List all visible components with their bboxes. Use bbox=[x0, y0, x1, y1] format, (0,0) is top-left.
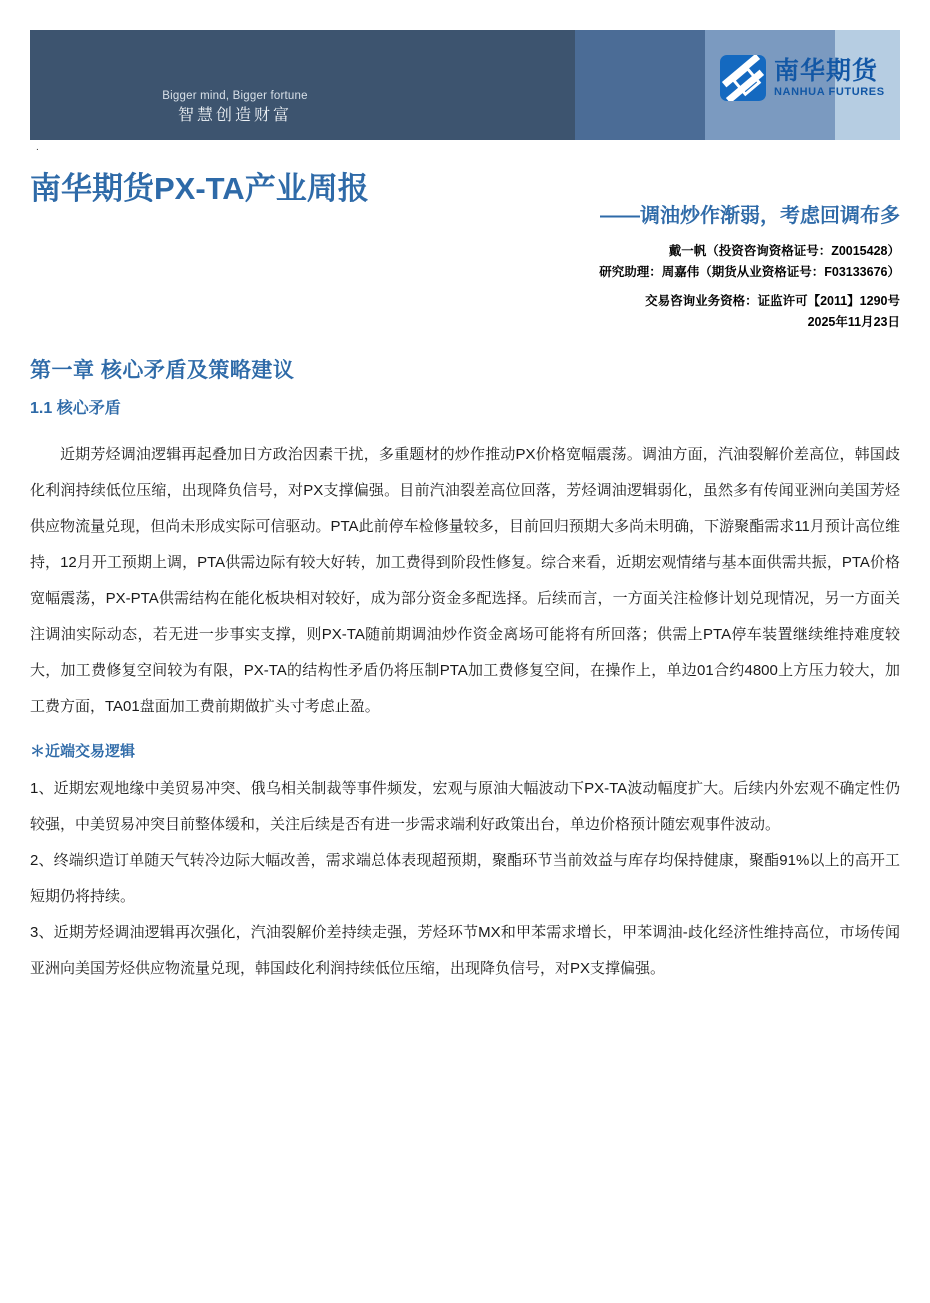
page-title: 南华期货PX-TA产业周报 bbox=[30, 171, 369, 206]
banner-band-1 bbox=[30, 30, 575, 140]
document-body bbox=[30, 437, 900, 987]
banner-band-2 bbox=[575, 30, 705, 140]
core-contradiction-paragraph: 近期芳烃调油逻辑再起叠加日方政治因素干扰，多重题材的炒作推动PX价格宽幅震荡。调油方面，汽油裂解价差高位，韩国歧化利润持续低位压缩，出现降负信号，对PX支撑偏强。目前汽油裂差高位回落，芳烃调油逻辑弱化，虽然多有传闻亚洲向美国芳烃供应物流量兑现，但尚未形成实际可信驱动。PTA此前停车检修量较多，目前回归预期大多尚未明确，下游聚酯需求11月预计高位维持，12月开工预期上调，PTA供需边际有较大好转，加工费得到阶段性修复。综合来看，近期宏观情绪与基本面供需共振，PTA价格宽幅震荡，PX-PTA供需结构在能化板块相对较好，成为部分资金多配选择。后续而言，一方面关注检修计划兑现情况，另一方面关注调油实际动态，若无进一步事实支撑，则PX-TA随前期调油炒作资金离场可能将有所回落；供需上PTA停车装置继续维持难度较大，加工费修复空间较为有限，PX-TA的结构性矛盾仍将压制PTA加工费修复空间，在操作上，单边01合约4800上方压力较大，加工费方面，TA01盘面加工费前期做扩头寸考虑止盈。 bbox=[30, 446, 900, 715]
near-term-item-1: 1、近期宏观地缘中美贸易冲突、俄乌相关制裁等事件频发，宏观与原油大幅波动下PX-TA波动幅度扩大。后续内外宏观不确定性仍较强，中美贸易冲突目前整体缓和，关注后续是否有进一步需求端利好政策出台，单边价格预计随宏观事件波动。 bbox=[30, 780, 900, 833]
stray-mark: . bbox=[36, 142, 39, 153]
tagline-english: Bigger mind, Bigger fortune bbox=[162, 89, 308, 102]
page-subtitle: ——调油炒作渐弱，考虑回调布多 bbox=[600, 205, 900, 227]
section-heading: 1.1 核心矛盾 bbox=[30, 400, 121, 417]
byline bbox=[599, 241, 900, 282]
logo-name-chinese: 南华期货 bbox=[774, 56, 879, 85]
logo-text-block bbox=[774, 56, 885, 98]
near-term-item-3: 3、近期芳烃调油逻辑再次强化，汽油裂解价差持续走强，芳烃环节MX和甲苯需求增长，甲苯调油-歧化经济性维持高位，市场传闻亚洲向美国芳烃供应物流量兑现，韩国歧化利润持续低位压缩，出现降负信号，对PX支撑偏强。 bbox=[30, 924, 900, 977]
byline-assistant: 研究助理：周嘉伟（期货从业资格证号：F03133676） bbox=[599, 264, 900, 279]
license-block bbox=[645, 291, 900, 332]
report-date: 2025年11月23日 bbox=[807, 314, 900, 329]
byline-analyst: 戴一帆（投资咨询资格证号：Z0015428） bbox=[668, 244, 900, 258]
logo-mark-icon bbox=[720, 55, 766, 101]
near-term-logic-label: ＊近端交易逻辑 bbox=[30, 743, 136, 760]
license-number: 交易咨询业务资格：证监许可【2011】1290号 bbox=[645, 294, 900, 308]
logo-mark-inner-shape bbox=[732, 67, 762, 97]
tagline-chinese: 智慧创造财富 bbox=[177, 107, 292, 124]
chapter-heading: 第一章 核心矛盾及策略建议 bbox=[30, 359, 295, 382]
near-term-item-2: 2、终端织造订单随天气转冷边际大幅改善，需求端总体表现超预期，聚酯环节当前效益与库存均保持健康，聚酯91%以上的高开工短期仍将持续。 bbox=[30, 852, 900, 905]
banner-tagline bbox=[85, 89, 385, 126]
nanhua-futures-logo bbox=[720, 55, 885, 101]
logo-name-english: NANHUA FUTURES bbox=[774, 85, 885, 98]
